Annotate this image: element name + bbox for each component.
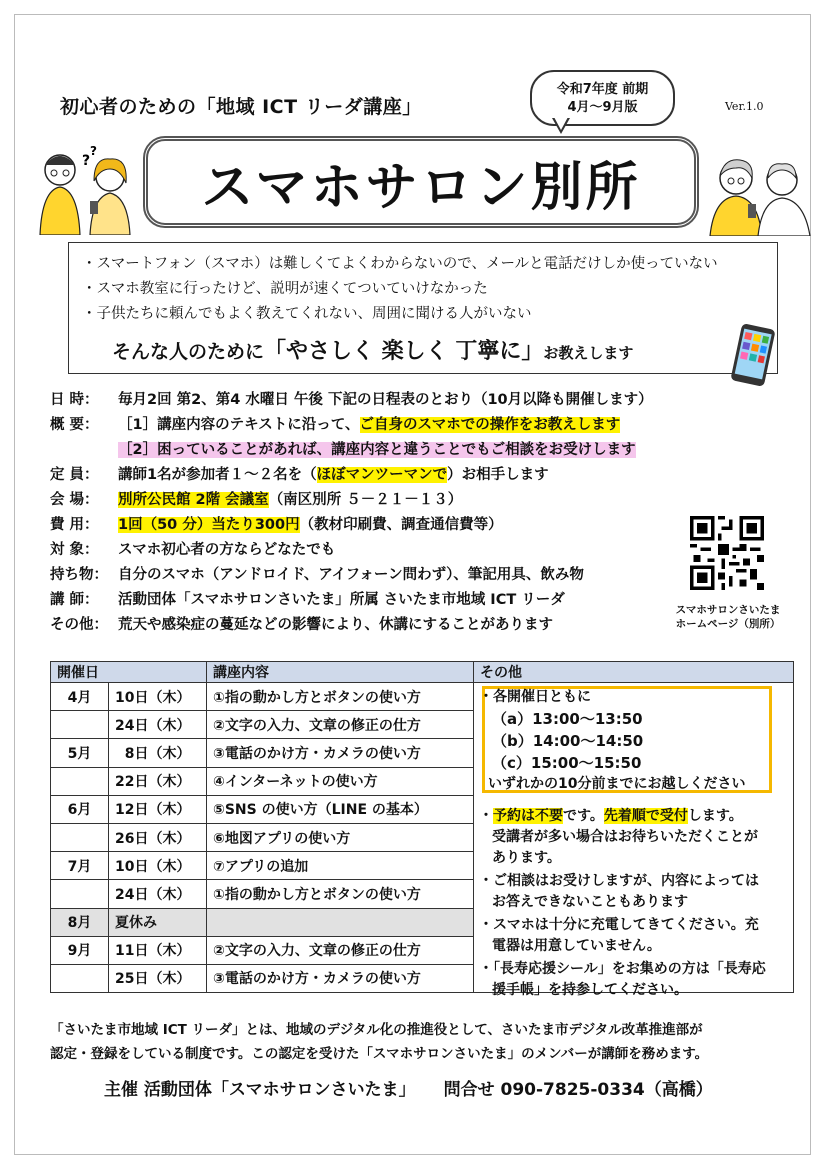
info-overview-1 — [50, 413, 620, 434]
header-content: 講座内容 — [207, 662, 474, 683]
period-line1: 令和7年度 前期 — [556, 82, 649, 97]
intro-line-2: ・スマホ教室に行ったけど、説明が速くてついていけなかった — [82, 281, 488, 297]
fee-suffix: （教材印刷費、調査通信費等） — [299, 517, 503, 533]
elderly-couple-smartphone-illustration — [706, 150, 814, 236]
intro-line-3: ・子供たちに頼んでもよく教えてくれない、周囲に聞ける人がいない — [82, 306, 532, 322]
row-day: 26日（木） — [109, 823, 207, 851]
row-content: ①指の動かし方とボタンの使い方 — [207, 880, 474, 908]
target-text: スマホ初心者の方ならどなたでも — [118, 542, 336, 558]
time-b: （b）14:00～14:50 — [492, 732, 644, 750]
charge-line1: ・スマホは十分に充電してきてください。充 — [479, 917, 759, 933]
overview1-prefix: ［1］講座内容のテキストに沿って、 — [118, 417, 360, 433]
row-month: 4月 — [51, 683, 109, 711]
other-label: その他： — [50, 617, 108, 633]
intro-main-quote: 「やさしく 楽しく 丁寧に」 — [264, 339, 544, 364]
row-content: ②文字の入力、文章の修正の仕方 — [207, 711, 474, 739]
host-text: 主催 活動団体「スマホサロンさいたま」 — [104, 1080, 416, 1100]
qr-code-icon[interactable] — [690, 516, 764, 590]
intro-main — [112, 334, 633, 365]
sticker-line2: 援手帳」を持参してください。 — [492, 982, 688, 998]
info-items — [50, 563, 584, 584]
period-line2: 4月～9月版 — [567, 100, 638, 115]
info-other — [50, 613, 553, 634]
consult-line1: ・ご相談はお受けしますが、内容によっては — [479, 873, 759, 889]
instructor-text: 活動団体「スマホサロンさいたま」所属 さいたま市地域 ICT リーダ — [118, 592, 565, 608]
fee-highlight: 1回（50 分）当たり300円 — [118, 517, 300, 533]
other-notes-cell — [474, 683, 794, 998]
charge-line2: 電器は用意していません。 — [492, 938, 661, 954]
capacity-suffix: ）お相手します — [447, 467, 549, 483]
footnote-line1: 「さいたま市地域 ICT リーダ」とは、地域のデジタル化の推進役として、さいたま市デジタル改革推進部が — [50, 1022, 703, 1038]
info-venue — [50, 488, 462, 509]
times-note: いずれかの10分前までにお越しください — [488, 776, 746, 792]
row-content: ①指の動かし方とボタンの使い方 — [207, 683, 474, 711]
header-date: 開催日 — [51, 662, 207, 683]
fee-label: 費 用： — [50, 517, 99, 533]
row-month — [51, 964, 109, 992]
info-date — [50, 388, 653, 409]
items-text: 自分のスマホ（アンドロイド、アイフォーン問わず）、筆記用具、飲み物 — [118, 567, 584, 583]
venue-highlight: 別所公民館 2階 会議室 — [118, 492, 269, 508]
bubble-tail-inner — [554, 117, 568, 130]
info-overview-2 — [50, 438, 636, 459]
items-label: 持ち物： — [50, 567, 108, 583]
row-day: 22日（木） — [109, 767, 207, 795]
host-info — [104, 1075, 713, 1100]
row-day: 10日（木） — [109, 852, 207, 880]
info-fee — [50, 513, 503, 534]
intro-main-prefix: そんな人のために — [112, 341, 265, 363]
row-day: 24日（木） — [109, 711, 207, 739]
reserve-end: します。 — [687, 808, 743, 824]
row-content: ③電話のかけ方・カメラの使い方 — [207, 964, 474, 992]
capacity-prefix: 講師1名が参加者１～２名を（ — [118, 467, 317, 483]
target-label: 対 象： — [50, 542, 99, 558]
svg-text:?: ? — [82, 153, 91, 169]
sticker-line1: ・「長寿応援シール」をお集めの方は「長寿応 — [479, 961, 766, 977]
row-content: ⑦アプリの追加 — [207, 852, 474, 880]
subtitle: 初心者のための「地域 ICT リーダ講座」 — [60, 96, 422, 118]
row-month: 9月 — [51, 936, 109, 964]
reserve-line2: 受講者が多い場合はお待ちいただくことが — [492, 829, 758, 845]
row-day: 10日（木） — [109, 683, 207, 711]
date-text: 毎月2回 第2、第4 水曜日 午後 下記の日程表のとおり（10月以降も開催します） — [118, 392, 653, 408]
row-month — [51, 823, 109, 851]
times-title: ・各開催日ともに — [479, 689, 591, 705]
row-content: ②文字の入力、文章の修正の仕方 — [207, 936, 474, 964]
row-day: 12日（木） — [109, 795, 207, 823]
reserve-mid: です。 — [563, 808, 604, 824]
schedule-table — [50, 661, 794, 998]
qr-caption-line2: ホームページ（別所） — [675, 618, 781, 630]
capacity-label: 定 員： — [50, 467, 99, 483]
row-month — [51, 767, 109, 795]
footnote — [50, 1018, 708, 1066]
consult-line2: お答えできないこともあります — [492, 894, 688, 910]
header-other: その他 — [474, 662, 794, 683]
version-label: Ver.1.0 — [725, 100, 764, 113]
reserve-highlight-1: 予約は不要 — [493, 808, 563, 824]
row-day: 11日（木） — [109, 936, 207, 964]
confused-couple-illustration — [20, 135, 140, 235]
overview-label: 概 要： — [50, 417, 99, 433]
row-content: ④インターネットの使い方 — [207, 767, 474, 795]
row-day: 8日（木） — [109, 739, 207, 767]
row-content — [207, 908, 474, 936]
row-month — [51, 711, 109, 739]
svg-text:?: ? — [90, 144, 97, 158]
venue-suffix: （南区別所 ５－２１－１３） — [268, 492, 463, 508]
date-label: 日 時： — [50, 392, 99, 408]
capacity-highlight: ほぼマンツーマンで — [316, 467, 448, 483]
row-content: ⑤SNS の使い方（LINE の基本） — [207, 795, 474, 823]
smartphone-icon — [728, 322, 778, 388]
contact-text: 問合せ 090-7825-0334（高橋） — [443, 1080, 713, 1100]
time-a: （a）13:00～13:50 — [492, 710, 643, 728]
overview2-text: ［2］困っていることがあれば、講座内容と違うことでもご相談をお受けします — [118, 442, 636, 458]
row-day: 25日（木） — [109, 964, 207, 992]
overview1-highlight: ご自身のスマホでの操作をお教えします — [359, 417, 621, 433]
intro-line-1: ・スマートフォン（スマホ）は難しくてよくわからないので、メールと電話だけしか使っていない — [82, 256, 718, 272]
main-title: スマホサロン別所 — [143, 136, 699, 228]
row-month: 6月 — [51, 795, 109, 823]
row-content: ⑥地図アプリの使い方 — [207, 823, 474, 851]
other-text: 荒天や感染症の蔓延などの影響により、休講にすることがあります — [118, 617, 553, 633]
row-month: 8月 — [51, 908, 109, 936]
venue-label: 会 場： — [50, 492, 99, 508]
qr-caption-line1: スマホサロンさいたま — [675, 604, 781, 616]
info-instructor — [50, 588, 565, 609]
intro-main-suffix: お教えします — [543, 344, 634, 362]
table-row — [51, 683, 794, 711]
table-header-row — [51, 662, 794, 683]
footnote-line2: 認定・登録をしている制度です。この認定を受けた「スマホサロンさいたま」のメンバーが講師を務めます。 — [50, 1046, 709, 1062]
row-month: 5月 — [51, 739, 109, 767]
row-month: 7月 — [51, 852, 109, 880]
reserve-highlight-2: 先着順で受付 — [603, 808, 688, 824]
info-capacity — [50, 463, 549, 484]
qr-caption — [668, 603, 788, 631]
reserve-line1: ・予約は不要です。先着順で受付します。 — [479, 808, 743, 824]
instructor-label: 講 師： — [50, 592, 99, 608]
row-day: 夏休み — [109, 908, 207, 936]
row-day: 24日（木） — [109, 880, 207, 908]
reserve-line3: あります。 — [492, 850, 561, 866]
row-month — [51, 880, 109, 908]
row-content: ③電話のかけ方・カメラの使い方 — [207, 739, 474, 767]
info-target — [50, 538, 335, 559]
time-c: （c）15:00～15:50 — [492, 754, 642, 772]
